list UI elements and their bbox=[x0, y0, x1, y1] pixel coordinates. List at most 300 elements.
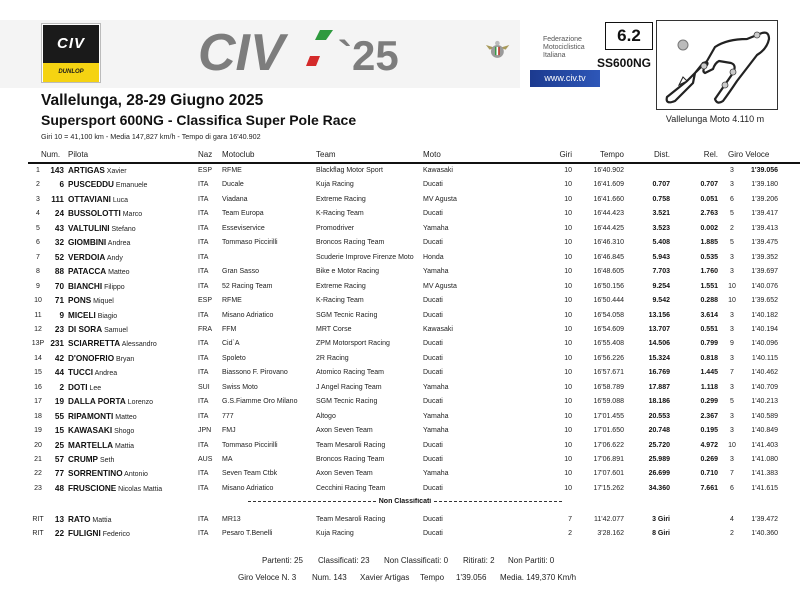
cell-motorcycle: Ducati bbox=[423, 441, 443, 449]
rider-surname: VALTULINI bbox=[68, 223, 110, 233]
cell-motoclub: Seven Team Ctbk bbox=[222, 470, 278, 478]
cell-race-time: 17'15.262 bbox=[593, 484, 624, 492]
cell-race-time: 16'50.156 bbox=[593, 282, 624, 290]
header-divider bbox=[28, 162, 800, 164]
cell-laps: 10 bbox=[564, 239, 572, 247]
track-map bbox=[656, 20, 778, 110]
cell-fastest-lap-number: 5 bbox=[730, 210, 734, 218]
cell-motorcycle: Yamaha bbox=[423, 470, 449, 478]
cell-fastest-lap-number: 3 bbox=[730, 167, 734, 174]
cell-laps: 10 bbox=[564, 195, 572, 203]
cell-motoclub: 52 Racing Team bbox=[222, 282, 273, 290]
cell-laps: 10 bbox=[564, 253, 572, 261]
cell-fastest-lap-number: 10 bbox=[728, 297, 736, 305]
rider-first-name: Antonio bbox=[124, 471, 148, 479]
cell-motorcycle: Ducati bbox=[423, 456, 443, 463]
cell-rider bbox=[68, 339, 157, 350]
cell-fastest-lap-number: 10 bbox=[728, 441, 736, 449]
cell-motorcycle: Ducati bbox=[423, 369, 443, 377]
fastest-lap-label: Giro Veloce N. 3 bbox=[238, 573, 297, 582]
cell-fastest-lap-number: 3 bbox=[730, 412, 734, 420]
cell-fastest-lap-number: 3 bbox=[730, 427, 734, 435]
cell-fastest-lap-number: 3 bbox=[730, 383, 734, 391]
cell-laps: 10 bbox=[564, 427, 572, 435]
cell-gap-to-previous: 2.367 bbox=[700, 412, 718, 420]
cell-race-time: 16'44.423 bbox=[593, 210, 624, 218]
cell-motoclub: Gran Sasso bbox=[222, 268, 259, 276]
cell-laps: 7 bbox=[568, 516, 572, 523]
cell-position: 7 bbox=[36, 253, 40, 261]
cell-motoclub: Swiss Moto bbox=[222, 383, 258, 391]
website-link[interactable]: www.civ.tv bbox=[530, 70, 600, 87]
cell-gap-to-previous: 0.288 bbox=[700, 297, 718, 305]
cell-team: Altogo bbox=[316, 412, 336, 420]
rider-surname: RIPAMONTI bbox=[68, 411, 114, 421]
cell-gap-to-leader: 16.769 bbox=[648, 369, 670, 377]
table-row bbox=[0, 455, 800, 469]
rider-surname: MARTELLA bbox=[68, 440, 114, 450]
cell-race-time: 3'28.162 bbox=[597, 530, 624, 538]
civ-25-logo bbox=[198, 26, 418, 76]
rider-surname: PUSCEDDU bbox=[68, 180, 114, 190]
rider-surname: ARTIGAS bbox=[68, 166, 105, 175]
cell-nationality: ITA bbox=[198, 239, 209, 247]
cell-motorcycle: Ducati bbox=[423, 516, 443, 523]
cell-motorcycle: Ducati bbox=[423, 311, 443, 319]
rider-first-name: Filippo bbox=[104, 283, 125, 291]
cell-fastest-lap-number: 7 bbox=[730, 369, 734, 377]
cell-rider bbox=[68, 195, 128, 206]
cell-fastest-lap-number: 4 bbox=[730, 516, 734, 523]
cell-motoclub: RFME bbox=[222, 297, 242, 305]
cell-gap-to-leader: 34.360 bbox=[648, 484, 670, 492]
cell-position: 4 bbox=[36, 210, 40, 218]
cell-fastest-lap-number: 3 bbox=[730, 325, 734, 333]
cell-nationality: ITA bbox=[198, 398, 209, 406]
cell-gap-to-previous: 3.614 bbox=[700, 311, 718, 319]
cell-nationality: ITA bbox=[198, 369, 209, 377]
cell-rider bbox=[68, 484, 162, 495]
cell-laps: 10 bbox=[564, 383, 572, 391]
cell-gap-to-leader: 14.506 bbox=[648, 340, 670, 348]
cell-team: ZPM Motorsport Racing bbox=[316, 340, 390, 348]
event-venue-date: Vallelunga, 28-29 Giugno 2025 bbox=[41, 92, 264, 109]
cell-motoclub: Misano Adriatico bbox=[222, 484, 274, 492]
cell-nationality: ITA bbox=[198, 354, 209, 362]
table-row bbox=[0, 238, 800, 252]
cell-position: 15 bbox=[34, 369, 42, 377]
rider-first-name: Federico bbox=[102, 531, 130, 539]
cell-laps: 10 bbox=[564, 354, 572, 362]
cell-race-time: 16'58.789 bbox=[593, 383, 624, 391]
cell-race-time: 17'07.601 bbox=[593, 470, 624, 478]
rider-first-name: Mattia bbox=[114, 442, 135, 450]
cell-race-number: 43 bbox=[54, 223, 64, 233]
table-row bbox=[0, 397, 800, 411]
cell-race-time: 17'01.650 bbox=[593, 427, 624, 435]
cell-team: J Angel Racing Team bbox=[316, 383, 382, 391]
cell-laps: 10 bbox=[564, 369, 572, 377]
category-code: SS600NG bbox=[596, 56, 652, 70]
track-layout-icon bbox=[657, 21, 776, 108]
table-row bbox=[0, 354, 800, 368]
table-row bbox=[0, 282, 800, 296]
cell-motoclub: Misano Adriatico bbox=[222, 311, 274, 319]
cell-motoclub: RFME bbox=[222, 167, 242, 174]
col-header-dist: Dist. bbox=[654, 150, 670, 159]
cell-nationality: FRA bbox=[198, 325, 212, 333]
cell-gap-to-previous: 0.710 bbox=[700, 470, 718, 478]
cell-motoclub: Team Europa bbox=[222, 210, 264, 218]
cell-race-number: 111 bbox=[51, 194, 64, 204]
cell-fastest-lap-number: 5 bbox=[730, 398, 734, 406]
cell-fastest-lap-time: 1'40.076 bbox=[751, 282, 778, 290]
cell-laps: 10 bbox=[564, 181, 572, 189]
cell-team: K-Racing Team bbox=[316, 297, 364, 305]
cell-race-time: 16'48.605 bbox=[593, 268, 624, 276]
cell-rider bbox=[68, 412, 137, 423]
table-row bbox=[0, 325, 800, 339]
cell-gap-to-previous: 0.051 bbox=[700, 195, 718, 203]
track-label: Vallelunga Moto 4.110 m bbox=[665, 114, 765, 124]
cell-fastest-lap-number: 3 bbox=[730, 181, 734, 189]
cell-gap-to-leader: 17.887 bbox=[648, 383, 670, 391]
rider-first-name: Andy bbox=[106, 254, 123, 262]
cell-gap-to-previous: 0.269 bbox=[700, 456, 718, 463]
rider-surname: GIOMBINI bbox=[68, 238, 107, 248]
cell-position: 20 bbox=[34, 441, 42, 449]
cell-gap-to-leader: 20.553 bbox=[648, 412, 670, 420]
cell-team: Axon Seven Team bbox=[316, 427, 373, 435]
cell-rider bbox=[68, 441, 134, 452]
cell-race-time: 16'57.671 bbox=[593, 369, 624, 377]
cell-fastest-lap-time: 1'40.194 bbox=[751, 325, 778, 333]
table-row bbox=[0, 426, 800, 440]
race-title: Supersport 600NG - Classifica Super Pole Race bbox=[41, 112, 357, 128]
rider-surname: TUCCI bbox=[68, 368, 94, 378]
cell-nationality: AUS bbox=[198, 456, 213, 463]
cell-position: 14 bbox=[34, 354, 42, 362]
cell-fastest-lap-number: 6 bbox=[730, 195, 734, 203]
cell-fastest-lap-number: 3 bbox=[730, 354, 734, 362]
fmi-emblem bbox=[485, 26, 540, 76]
cell-fastest-lap-time: 1'39.056 bbox=[751, 167, 778, 174]
cell-motoclub: Cid`A bbox=[222, 340, 240, 348]
cell-laps: 10 bbox=[564, 167, 572, 174]
table-row bbox=[0, 180, 800, 194]
cell-fastest-lap-number: 2 bbox=[730, 530, 734, 538]
rider-first-name: Nicolas Mattia bbox=[118, 485, 163, 493]
cell-rider bbox=[68, 426, 134, 437]
cell-gap-to-previous: 1.885 bbox=[700, 239, 718, 247]
table-row bbox=[0, 267, 800, 281]
cell-gap-to-leader: 25.720 bbox=[648, 441, 670, 449]
flag-red-stripe bbox=[306, 56, 320, 66]
cell-position: 16 bbox=[34, 383, 42, 391]
federation-line: Motociclistica bbox=[543, 44, 585, 51]
cell-race-time: 16'41.660 bbox=[593, 195, 624, 203]
cell-rider bbox=[68, 354, 134, 365]
cell-motorcycle: Ducati bbox=[423, 530, 443, 538]
cell-gap-to-leader: 15.324 bbox=[648, 354, 670, 362]
cell-team: Extreme Racing bbox=[316, 282, 366, 290]
cell-motoclub: FMJ bbox=[222, 427, 236, 435]
cell-race-number: 15 bbox=[54, 426, 64, 436]
cell-laps: 10 bbox=[564, 470, 572, 478]
cell-race-number: 88 bbox=[54, 267, 64, 277]
cell-gap-to-leader: 9.254 bbox=[652, 282, 670, 290]
cell-race-time: 16'55.408 bbox=[593, 340, 624, 348]
rider-first-name: Mattia bbox=[92, 517, 112, 524]
cell-motoclub: Tommaso Piccirilli bbox=[222, 239, 278, 247]
cell-race-number: 2 bbox=[59, 382, 64, 392]
cell-race-number: 55 bbox=[54, 411, 64, 421]
rider-surname: CRUMP bbox=[68, 455, 99, 464]
stat-non-partiti: Non Partiti: 0 bbox=[508, 556, 555, 565]
col-header-naz: Naz bbox=[198, 150, 213, 159]
cell-fastest-lap-time: 1'39.475 bbox=[751, 239, 778, 247]
table-row bbox=[0, 311, 800, 325]
cell-motorcycle: Ducati bbox=[423, 354, 443, 362]
cell-race-number: 23 bbox=[54, 324, 64, 334]
cell-laps: 10 bbox=[564, 340, 572, 348]
cell-gap-to-previous: 2.763 bbox=[700, 210, 718, 218]
cell-motorcycle: Ducati bbox=[423, 340, 443, 348]
cell-gap-to-leader: 5.408 bbox=[652, 239, 670, 247]
cell-gap-to-previous: 0.195 bbox=[700, 427, 718, 435]
cell-fastest-lap-number: 7 bbox=[730, 470, 734, 478]
cell-motoclub: FFM bbox=[222, 325, 237, 333]
cell-gap-to-previous: 0.707 bbox=[700, 181, 718, 189]
cell-laps: 10 bbox=[564, 268, 572, 276]
stat-partenti: Partenti: 25 bbox=[262, 556, 303, 565]
fastest-lap-num: Num. 143 bbox=[312, 573, 347, 582]
cell-fastest-lap-time: 1'41.080 bbox=[751, 456, 778, 463]
cell-team: K-Racing Team bbox=[316, 210, 364, 218]
cell-position: 11 bbox=[34, 311, 42, 319]
cell-gap-to-leader: 0.758 bbox=[652, 195, 670, 203]
table-row bbox=[0, 412, 800, 426]
cell-gap-to-leader: 0.707 bbox=[652, 181, 670, 189]
rider-first-name: Bryan bbox=[116, 355, 135, 363]
cell-motorcycle: Yamaha bbox=[423, 224, 449, 232]
col-header-num: Num. bbox=[41, 150, 61, 159]
cell-position: 19 bbox=[34, 427, 42, 435]
rider-surname: FULIGNI bbox=[68, 529, 101, 539]
cell-team: Axon Seven Team bbox=[316, 470, 373, 478]
cell-race-number: 22 bbox=[54, 529, 64, 539]
cell-gap-to-previous: 0.002 bbox=[700, 224, 718, 232]
cell-fastest-lap-time: 1'39.180 bbox=[751, 181, 778, 189]
cell-fastest-lap-time: 1'40.462 bbox=[751, 369, 778, 377]
cell-team: 2R Racing bbox=[316, 354, 349, 362]
cell-gap-to-previous: 7.661 bbox=[700, 484, 718, 492]
cell-race-number: 25 bbox=[54, 440, 64, 450]
cell-motoclub: Tommaso Piccirilli bbox=[222, 441, 278, 449]
rider-surname: SCIARRETTA bbox=[68, 339, 121, 349]
cell-nationality: ESP bbox=[198, 297, 213, 305]
cell-motoclub: 777 bbox=[222, 412, 234, 420]
rider-first-name: Lorenzo bbox=[127, 399, 154, 407]
cell-race-number: 143 bbox=[50, 166, 64, 175]
cell-rider bbox=[68, 368, 117, 379]
cell-fastest-lap-time: 1'40.360 bbox=[751, 530, 778, 538]
cell-team: Team Mesaroli Racing bbox=[316, 441, 386, 449]
cell-race-number: 71 bbox=[54, 296, 64, 306]
table-row bbox=[0, 529, 800, 543]
cell-fastest-lap-time: 1'39.352 bbox=[751, 253, 778, 261]
cell-nationality: JPN bbox=[198, 427, 212, 435]
cell-nationality: ITA bbox=[198, 282, 209, 290]
cell-gap-to-previous: 1.445 bbox=[700, 369, 718, 377]
rider-surname: VERDOIA bbox=[68, 252, 106, 262]
cell-motoclub: MR13 bbox=[222, 516, 241, 523]
cell-team: Broncos Racing Team bbox=[316, 456, 385, 463]
cell-motoclub: Biassono F. Pirovano bbox=[222, 369, 288, 377]
cell-race-number: 70 bbox=[54, 281, 64, 291]
cell-nationality: ITA bbox=[198, 340, 209, 348]
cell-rider bbox=[68, 383, 101, 394]
table-row bbox=[0, 209, 800, 223]
cell-team: Atomico Racing Team bbox=[316, 369, 384, 377]
table-row bbox=[0, 484, 800, 498]
cell-motorcycle: MV Agusta bbox=[423, 282, 457, 290]
cell-position: 3 bbox=[36, 195, 40, 203]
cell-race-number: 24 bbox=[54, 209, 64, 219]
fastest-lap-rider: Xavier Artigas bbox=[360, 573, 410, 582]
cell-laps: 10 bbox=[564, 297, 572, 305]
cell-rider bbox=[68, 455, 114, 466]
cell-race-time: 16'46.845 bbox=[593, 253, 624, 261]
cell-motoclub: Viadana bbox=[222, 195, 248, 203]
cell-position: 1 bbox=[36, 167, 40, 174]
cell-rider bbox=[68, 469, 148, 480]
cell-motorcycle: Ducati bbox=[423, 210, 443, 218]
cell-race-number: 231 bbox=[50, 339, 64, 349]
rider-surname: SORRENTINO bbox=[68, 469, 123, 479]
cell-laps: 2 bbox=[568, 530, 572, 538]
cell-fastest-lap-number: 9 bbox=[730, 340, 734, 348]
cell-motorcycle: Ducati bbox=[423, 297, 443, 305]
cell-team: Promodriver bbox=[316, 224, 355, 232]
col-header-giri: Giri bbox=[559, 150, 572, 159]
cell-position: 9 bbox=[36, 282, 40, 290]
cell-fastest-lap-number: 2 bbox=[730, 224, 734, 232]
cell-fastest-lap-time: 1'40.096 bbox=[751, 340, 778, 348]
non-classified-separator bbox=[240, 498, 570, 505]
cell-laps: 10 bbox=[564, 210, 572, 218]
civ-dunlop-logo bbox=[41, 23, 101, 83]
rider-surname: D'ONOFRIO bbox=[68, 353, 115, 363]
cell-race-time: 16'46.310 bbox=[593, 239, 624, 247]
col-header-motoclub: Motoclub bbox=[222, 150, 255, 159]
cell-rider bbox=[68, 515, 111, 526]
cell-race-time: 17'01.455 bbox=[593, 412, 624, 420]
cell-position: RIT bbox=[32, 530, 44, 538]
cell-gap-to-leader: 7.703 bbox=[652, 268, 670, 276]
cell-team: Extreme Racing bbox=[316, 195, 366, 203]
cell-laps: 10 bbox=[564, 224, 572, 232]
cell-position: 8 bbox=[36, 268, 40, 276]
stat-non-classificati: Non Classificati: 0 bbox=[384, 556, 449, 565]
fastest-lap-tempo: 1'39.056 bbox=[456, 573, 487, 582]
cell-team: Blackflag Motor Sport bbox=[316, 167, 383, 174]
cell-rider bbox=[68, 253, 123, 264]
rider-first-name: Lee bbox=[89, 384, 102, 392]
cell-motorcycle: Yamaha bbox=[423, 383, 449, 391]
cell-motorcycle: Honda bbox=[423, 253, 444, 261]
dunlop-logo-text: DUNLOP bbox=[43, 63, 99, 82]
cell-race-number: 13 bbox=[54, 515, 64, 524]
cell-fastest-lap-number: 3 bbox=[730, 253, 734, 261]
cell-fastest-lap-time: 1'41.403 bbox=[751, 441, 778, 449]
cell-position: 23 bbox=[34, 484, 42, 492]
document-number: 6.2 bbox=[605, 22, 653, 50]
cell-nationality: ITA bbox=[198, 268, 209, 276]
cell-position: 21 bbox=[34, 456, 42, 463]
cell-fastest-lap-time: 1'39.417 bbox=[751, 210, 778, 218]
table-row bbox=[0, 469, 800, 483]
fastest-lap-media: Media. 149,370 Km/h bbox=[500, 573, 577, 582]
cell-motorcycle: Ducati bbox=[423, 181, 443, 189]
rider-first-name: Andrea bbox=[94, 370, 118, 378]
rider-first-name: Emanuele bbox=[115, 182, 148, 190]
cell-gap-to-previous: 0.818 bbox=[700, 354, 718, 362]
rider-surname: DOTI bbox=[68, 382, 88, 392]
civ-logo-wordmark: CIV bbox=[198, 26, 285, 76]
col-header-pilota: Pilota bbox=[68, 150, 89, 159]
cell-race-time: 17'06.622 bbox=[593, 441, 624, 449]
cell-rider bbox=[68, 529, 130, 540]
cell-fastest-lap-time: 1'41.615 bbox=[751, 484, 778, 492]
cell-race-time: 16'44.425 bbox=[593, 224, 624, 232]
cell-gap-to-leader: 3.523 bbox=[652, 224, 670, 232]
col-header-giro-veloce: Giro Veloce bbox=[728, 150, 770, 159]
cell-nationality: ITA bbox=[198, 224, 209, 232]
cell-fastest-lap-time: 1'39.472 bbox=[751, 516, 778, 523]
rider-surname: PATACCA bbox=[68, 267, 107, 277]
rider-surname: BIANCHI bbox=[68, 281, 103, 291]
cell-fastest-lap-number: 10 bbox=[728, 282, 736, 290]
cell-team: Cecchini Racing Team bbox=[316, 484, 386, 492]
rider-surname: BUSSOLOTTI bbox=[68, 209, 121, 219]
cell-motorcycle: Yamaha bbox=[423, 268, 449, 276]
cell-team: Kuja Racing bbox=[316, 181, 354, 189]
rider-first-name: Andrea bbox=[107, 240, 131, 248]
race-summary: Giri 10 = 41,100 km - Media 147,827 km/h - Tempo di gara 16'40.902 bbox=[41, 132, 261, 141]
separator-dash bbox=[248, 501, 376, 502]
cell-fastest-lap-number: 3 bbox=[730, 311, 734, 319]
rider-surname: KAWASAKI bbox=[68, 426, 113, 436]
cell-nationality: ITA bbox=[198, 470, 209, 478]
cell-nationality: SUI bbox=[198, 383, 210, 391]
rider-surname: MICELI bbox=[68, 310, 96, 320]
rider-first-name: Xavier bbox=[106, 168, 127, 175]
cell-fastest-lap-time: 1'40.589 bbox=[751, 412, 778, 420]
cell-position: 17 bbox=[34, 398, 42, 406]
col-header-rel: Rel. bbox=[703, 150, 718, 159]
cell-nationality: ITA bbox=[198, 210, 209, 218]
cell-nationality: ITA bbox=[198, 253, 209, 261]
rider-first-name: Biagio bbox=[97, 312, 118, 320]
table-row bbox=[0, 253, 800, 267]
cell-team: MRT Corse bbox=[316, 325, 352, 333]
cell-motorcycle: Ducati bbox=[423, 484, 443, 492]
cell-rider bbox=[68, 311, 117, 322]
cell-laps: 10 bbox=[564, 441, 572, 449]
col-header-moto: Moto bbox=[423, 150, 441, 159]
table-row bbox=[0, 441, 800, 455]
